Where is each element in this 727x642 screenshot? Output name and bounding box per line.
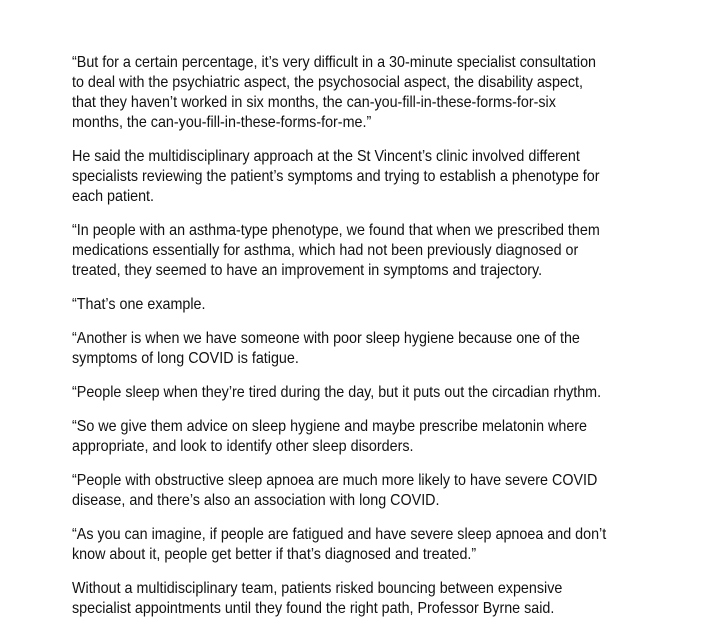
text-line: that they haven’t worked in six months, the can-you-fill-in-these-forms-for-six bbox=[72, 94, 556, 111]
text-line: specialists reviewing the patient’s symptoms and trying to establish a phenotype for bbox=[72, 168, 600, 185]
paragraph bbox=[72, 525, 606, 565]
text-line: appropriate, and look to identify other sleep disorders. bbox=[72, 438, 414, 455]
text-line: “People sleep when they’re tired during the day, but it puts out the circadian rhythm. bbox=[72, 384, 602, 401]
text-line: know about it, people get better if that’s diagnosed and treated.” bbox=[72, 546, 477, 563]
text-line: “Another is when we have someone with poor sleep hygiene because one of the bbox=[72, 330, 580, 347]
text-line: each patient. bbox=[72, 188, 155, 205]
paragraph bbox=[72, 471, 606, 511]
paragraph bbox=[72, 53, 606, 133]
text-line: Without a multidisciplinary team, patients risked bouncing between expensive bbox=[72, 580, 563, 597]
text-line: specialist appointments until they found the right path, Professor Byrne said. bbox=[72, 600, 555, 617]
text-line: “That’s one example. bbox=[72, 296, 206, 313]
paragraph bbox=[72, 295, 606, 315]
text-line: symptoms of long COVID is fatigue. bbox=[72, 350, 299, 367]
text-line: medications essentially for asthma, which had not been previously diagnosed or bbox=[72, 242, 579, 259]
paragraph bbox=[72, 221, 606, 281]
paragraph bbox=[72, 417, 606, 457]
text-line: treated, they seemed to have an improvement in symptoms and trajectory. bbox=[72, 262, 543, 279]
paragraph bbox=[72, 383, 606, 403]
text-line: “So we give them advice on sleep hygiene and maybe prescribe melatonin where bbox=[72, 418, 588, 435]
paragraph bbox=[72, 147, 606, 207]
text-line: “As you can imagine, if people are fatigued and have severe sleep apnoea and don’t bbox=[72, 526, 607, 543]
paragraph bbox=[72, 579, 606, 619]
text-line: “People with obstructive sleep apnoea are much more likely to have severe COVID bbox=[72, 472, 598, 489]
text-line: months, the can-you-fill-in-these-forms-for-me.” bbox=[72, 114, 372, 131]
text-line: “In people with an asthma-type phenotype, we found that when we prescribed them bbox=[72, 222, 600, 239]
paragraph bbox=[72, 329, 606, 369]
article-body bbox=[72, 53, 606, 633]
text-line: He said the multidisciplinary approach at the St Vincent’s clinic involved different bbox=[72, 148, 580, 165]
text-line: “But for a certain percentage, it’s very difficult in a 30-minute specialist consultation bbox=[72, 54, 597, 71]
text-line: to deal with the psychiatric aspect, the psychosocial aspect, the disability aspect, bbox=[72, 74, 584, 91]
text-line: disease, and there’s also an association with long COVID. bbox=[72, 492, 440, 509]
